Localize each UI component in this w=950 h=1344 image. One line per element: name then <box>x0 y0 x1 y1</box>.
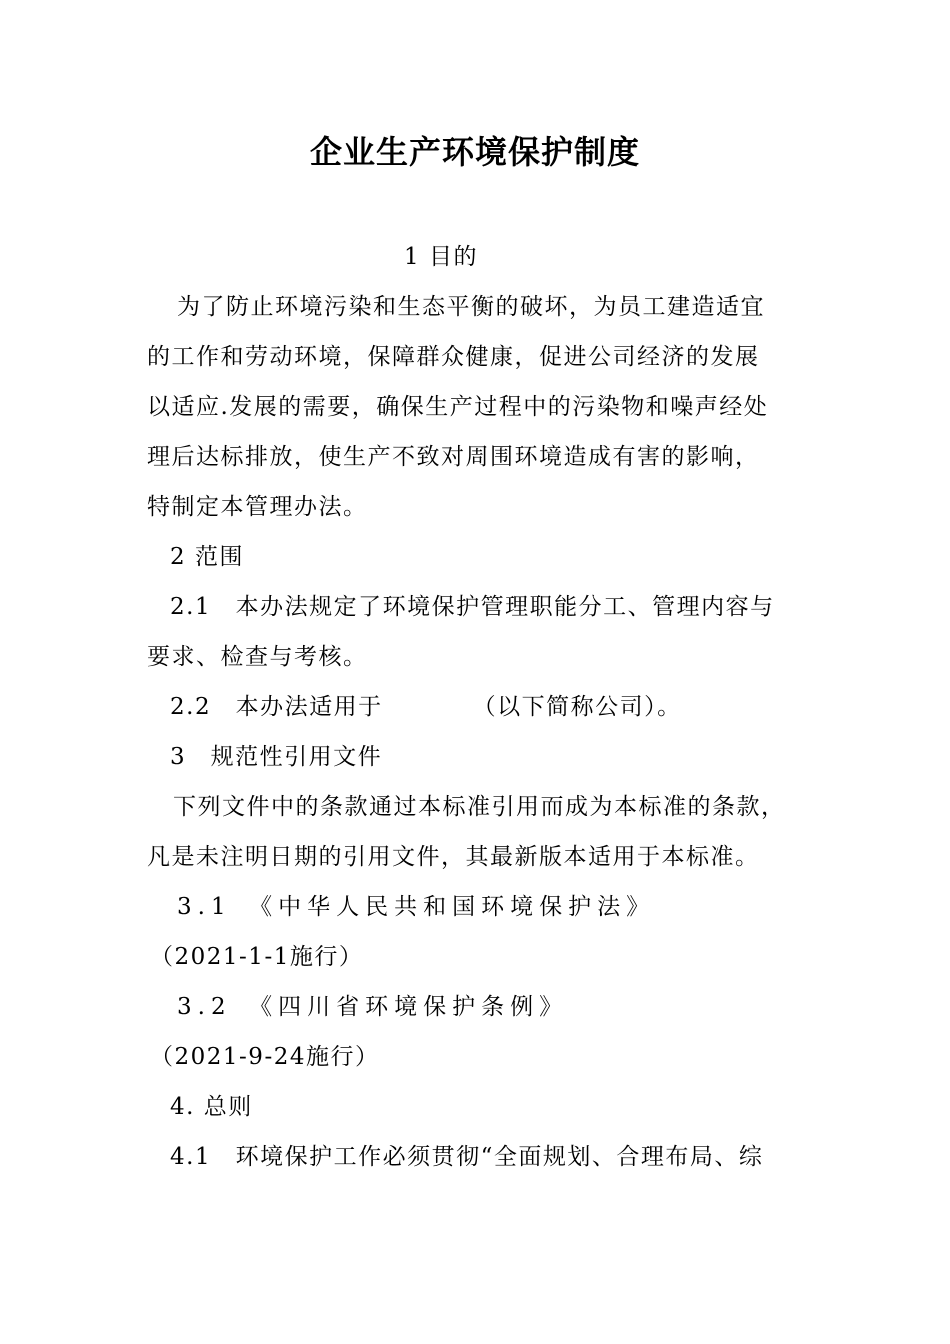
paragraph-line: 凡是未注明日期的引用文件，其最新版本适用于本标准。 <box>147 844 760 870</box>
reference-3-2-date: （2021-9-24施行） <box>150 1044 380 1070</box>
reference-3-1-date: （2021-1-1施行） <box>150 944 364 970</box>
paragraph-line: 下列文件中的条款通过本标准引用而成为本标准的条款， <box>173 794 786 820</box>
document-title: 企业生产环境保护制度 <box>309 133 640 171</box>
paragraph-line: 理后达标排放，使生产不致对周围环境造成有害的影响， <box>147 444 760 470</box>
clause-2-2 <box>170 692 682 722</box>
clause-2-2-suffix: （以下简称公司）。 <box>472 694 682 720</box>
clause-2-1-line: 2.1 本办法规定了环境保护管理职能分工、管理内容与 <box>170 594 775 620</box>
clause-4-1-line: 4.1 环境保护工作必须贯彻“全面规划、合理布局、综 <box>170 1144 764 1170</box>
clause-2-1-line: 要求、检查与考核。 <box>147 644 368 670</box>
section-4-heading: 4. 总则 <box>170 1094 253 1120</box>
section-1-heading: 1 目的 <box>404 244 478 270</box>
paragraph-line: 的工作和劳动环境，保障群众健康，促进公司经济的发展 <box>147 344 760 370</box>
reference-3-1: 3.1 《中华人民共和国环境保护法》 <box>177 894 656 920</box>
section-2-heading: 2 范围 <box>170 544 244 570</box>
section-3-heading: 3 规范性引用文件 <box>170 744 383 770</box>
paragraph-line: 特制定本管理办法。 <box>147 494 368 520</box>
reference-3-2: 3.2 《四川省环境保护条例》 <box>177 994 569 1020</box>
clause-2-2-prefix: 2.2 本办法适用于 <box>170 694 383 720</box>
paragraph-line: 以适应.发展的需要，确保生产过程中的污染物和噪声经处 <box>147 394 769 420</box>
paragraph-line: 为了防止环境污染和生态平衡的破坏，为员工建造适宜 <box>177 294 765 320</box>
